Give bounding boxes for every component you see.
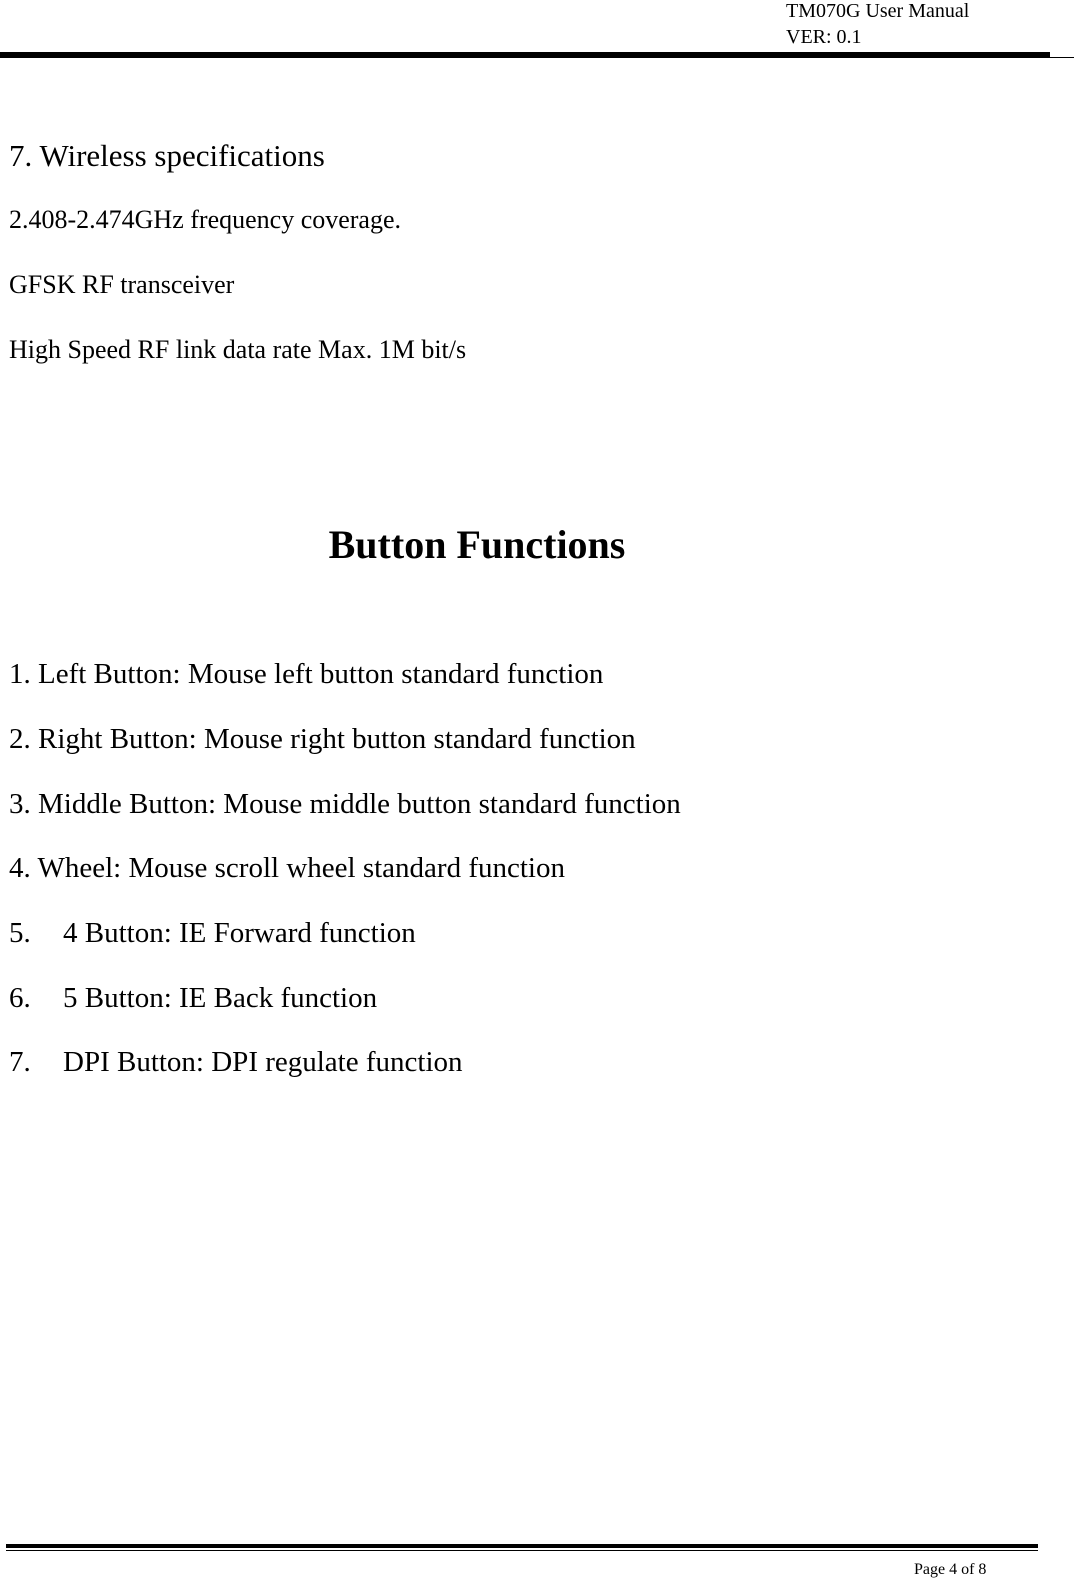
button-function-item: 2. Right Button: Mouse right button standard function (9, 723, 636, 755)
item-number: 6. (9, 982, 31, 1014)
document-title: TM070G User Manual (786, 0, 970, 22)
item-text: 4 Button: IE Forward function (63, 917, 416, 949)
button-function-item (9, 915, 416, 951)
footer-rule (6, 1544, 1038, 1548)
item-number: 7. (9, 1046, 31, 1078)
button-function-item: 4. Wheel: Mouse scroll wheel standard function (9, 852, 565, 884)
button-functions-heading: Button Functions (328, 522, 626, 567)
button-function-item (9, 980, 377, 1016)
header-text (786, 0, 969, 50)
item-text: 5 Button: IE Back function (63, 982, 378, 1014)
wireless-section-title: 7. Wireless specifications (9, 138, 325, 173)
item-number: 5. (9, 917, 31, 949)
wireless-spec-frequency: 2.408-2.474GHz frequency coverage. (9, 205, 402, 234)
wireless-spec-transceiver: GFSK RF transceiver (9, 270, 235, 299)
wireless-spec-data-rate: High Speed RF link data rate Max. 1M bit/s (9, 335, 467, 364)
button-function-item: 1. Left Button: Mouse left button standard function (9, 658, 604, 690)
footer-rule-thin (6, 1550, 1038, 1551)
page-header (0, 0, 1074, 70)
header-rule-thin (0, 57, 1074, 58)
button-function-item: 3. Middle Button: Mouse middle button standard function (9, 788, 681, 820)
page-number: Page 4 of 8 (914, 1561, 987, 1578)
button-function-item (9, 1044, 463, 1080)
item-text: DPI Button: DPI regulate function (63, 1046, 463, 1078)
document-version: VER: 0.1 (786, 26, 862, 48)
